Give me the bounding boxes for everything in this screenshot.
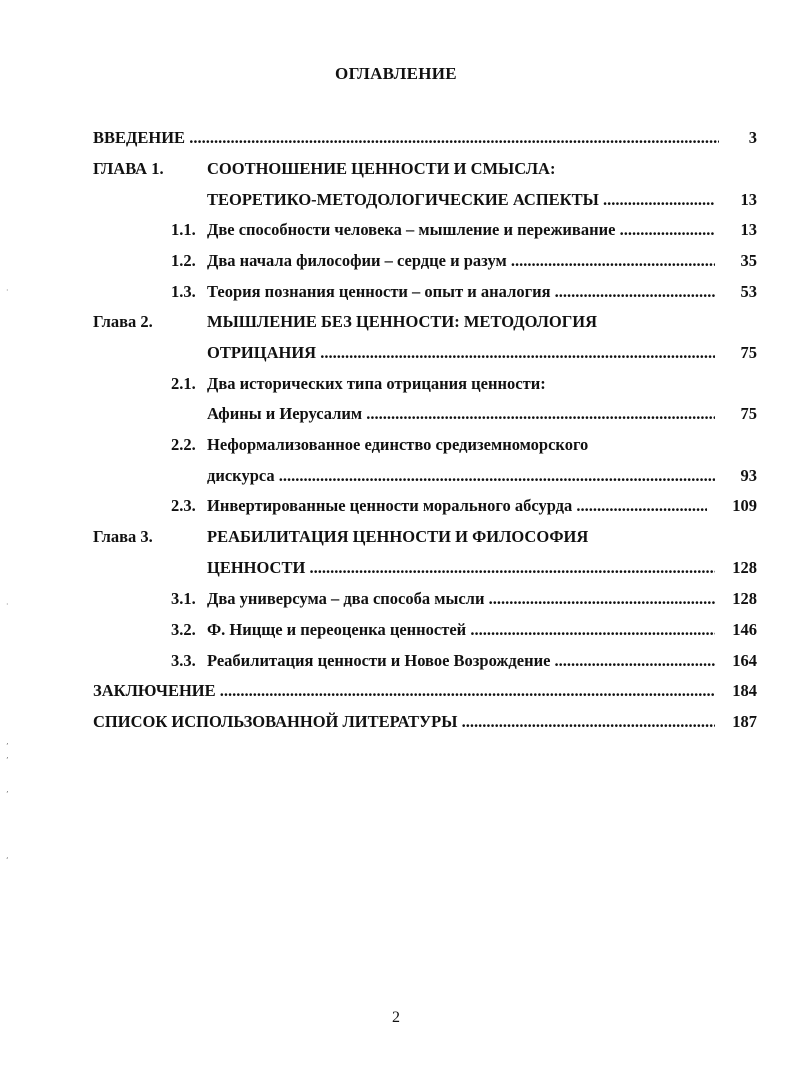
toc-entry-page: 128 xyxy=(732,589,757,608)
toc-entry-label: 1.2. xyxy=(171,251,196,270)
toc-entry-chapter-1[interactable] xyxy=(93,157,757,181)
page-title: ОГЛАВЛЕНИЕ xyxy=(335,64,457,83)
toc-entry-section-3-2[interactable] xyxy=(93,618,757,642)
toc-entry-section-2-1-cont[interactable] xyxy=(93,402,757,426)
toc-entry-title: РЕАБИЛИТАЦИЯ ЦЕННОСТИ И ФИЛОСОФИЯ xyxy=(207,527,589,546)
toc-entry-label: 3.3. xyxy=(171,651,196,670)
toc-entry-label: 3.1. xyxy=(171,589,196,608)
toc-entry-title: ОТРИЦАНИЯ ..... xyxy=(207,341,715,365)
toc-entry-title: Два начала философии – сердце и разум ..... xyxy=(207,249,715,273)
scan-mark: ’ xyxy=(6,742,9,751)
toc-entry-section-1-3[interactable] xyxy=(93,280,757,304)
scan-mark: ’ xyxy=(6,756,9,765)
toc-entry-page: 93 xyxy=(740,466,757,485)
toc-entry-label: 3.2. xyxy=(171,620,196,639)
toc-entry-chapter-3[interactable] xyxy=(93,525,757,549)
toc-entry-title: МЫШЛЕНИЕ БЕЗ ЦЕННОСТИ: МЕТОДОЛОГИЯ xyxy=(207,312,597,331)
toc-entry-section-1-2[interactable] xyxy=(93,249,757,273)
toc-entry-bibliography[interactable] xyxy=(93,710,757,734)
toc-entry-label: 2.2. xyxy=(171,435,196,454)
toc-entry-page: 75 xyxy=(740,404,757,423)
toc-entry-introduction[interactable] xyxy=(93,126,757,150)
page-number: 2 xyxy=(392,1009,400,1026)
toc-entry-title: дискурса ..... xyxy=(207,464,715,488)
toc-entry-title: ВВЕДЕНИЕ ..... xyxy=(93,126,719,150)
toc-entry-page: 13 xyxy=(740,190,757,209)
toc-entry-title: Афины и Иерусалим ..... xyxy=(207,402,715,426)
toc-entry-title: Теория познания ценности – опыт и аналогия ..... xyxy=(207,280,715,304)
toc-entry-label: 1.1. xyxy=(171,220,196,239)
toc-entry-section-2-2[interactable] xyxy=(93,433,757,457)
toc-entry-section-3-3[interactable] xyxy=(93,649,757,673)
toc-entry-title: ТЕОРЕТИКО-МЕТОДОЛОГИЧЕСКИЕ АСПЕКТЫ ..... xyxy=(207,188,715,212)
scan-mark: ’ xyxy=(6,790,9,799)
toc-entry-title: СООТНОШЕНИЕ ЦЕННОСТИ И СМЫСЛА: xyxy=(207,159,556,178)
toc-entry-section-3-1[interactable] xyxy=(93,587,757,611)
toc-entry-page: 13 xyxy=(740,220,757,239)
toc-entry-page: 3 xyxy=(748,128,757,147)
toc-entry-label: Глава 3. xyxy=(93,527,153,546)
toc-entry-label: Глава 2. xyxy=(93,312,153,331)
toc-entry-page: 184 xyxy=(732,681,757,700)
toc-entry-page: 146 xyxy=(732,620,757,639)
toc-entry-page: 187 xyxy=(732,712,757,731)
toc-entry-title: ЗАКЛЮЧЕНИЕ ..... xyxy=(93,679,715,703)
toc-entry-label: ГЛАВА 1. xyxy=(93,159,164,178)
toc-entry-section-2-1[interactable] xyxy=(93,372,757,396)
toc-entry-title: Два универсума – два способа мысли ..... xyxy=(207,587,715,611)
toc-entry-chapter-2[interactable] xyxy=(93,310,757,334)
toc-entry-chapter-3-cont[interactable] xyxy=(93,556,757,580)
toc-entry-section-2-2-cont[interactable] xyxy=(93,464,757,488)
toc-entry-label: 2.1. xyxy=(171,374,196,393)
toc-entry-title: ЦЕННОСТИ ..... xyxy=(207,556,715,580)
toc-entry-page: 164 xyxy=(732,651,757,670)
scan-mark: ‘ xyxy=(6,856,9,865)
toc-entry-title: Два исторических типа отрицания ценности: xyxy=(207,374,546,393)
toc-entry-section-2-3[interactable] xyxy=(93,494,757,518)
toc-entry-label: 2.3. xyxy=(171,496,196,515)
toc-entry-section-1-1[interactable] xyxy=(93,218,757,242)
toc-entry-chapter-1-cont[interactable] xyxy=(93,188,757,212)
toc-entry-chapter-2-cont[interactable] xyxy=(93,341,757,365)
toc-entry-title: Две способности человека – мышление и переживание ..... xyxy=(207,218,715,242)
toc-entry-title: Ф. Ницще и переоценка ценностей ..... xyxy=(207,618,715,642)
toc-entry-title: Реабилитация ценности и Новое Возрождение ..... xyxy=(207,649,715,673)
scan-mark: · xyxy=(6,600,9,609)
toc-entry-page: 75 xyxy=(740,343,757,362)
toc-entry-page: 109 xyxy=(732,496,757,515)
toc-entry-title: Инвертированные ценности морального абсурда ..... xyxy=(207,494,707,518)
toc-entry-conclusion[interactable] xyxy=(93,679,757,703)
toc-entry-page: 35 xyxy=(740,251,757,270)
toc-entry-page: 53 xyxy=(740,282,757,301)
scan-mark: · xyxy=(6,286,9,295)
toc-entry-title: СПИСОК ИСПОЛЬЗОВАННОЙ ЛИТЕРАТУРЫ ..... xyxy=(93,710,715,734)
toc-entry-label: 1.3. xyxy=(171,282,196,301)
toc-entry-page: 128 xyxy=(732,558,757,577)
toc-entry-title: Неформализованное единство средиземноморского xyxy=(207,435,589,454)
